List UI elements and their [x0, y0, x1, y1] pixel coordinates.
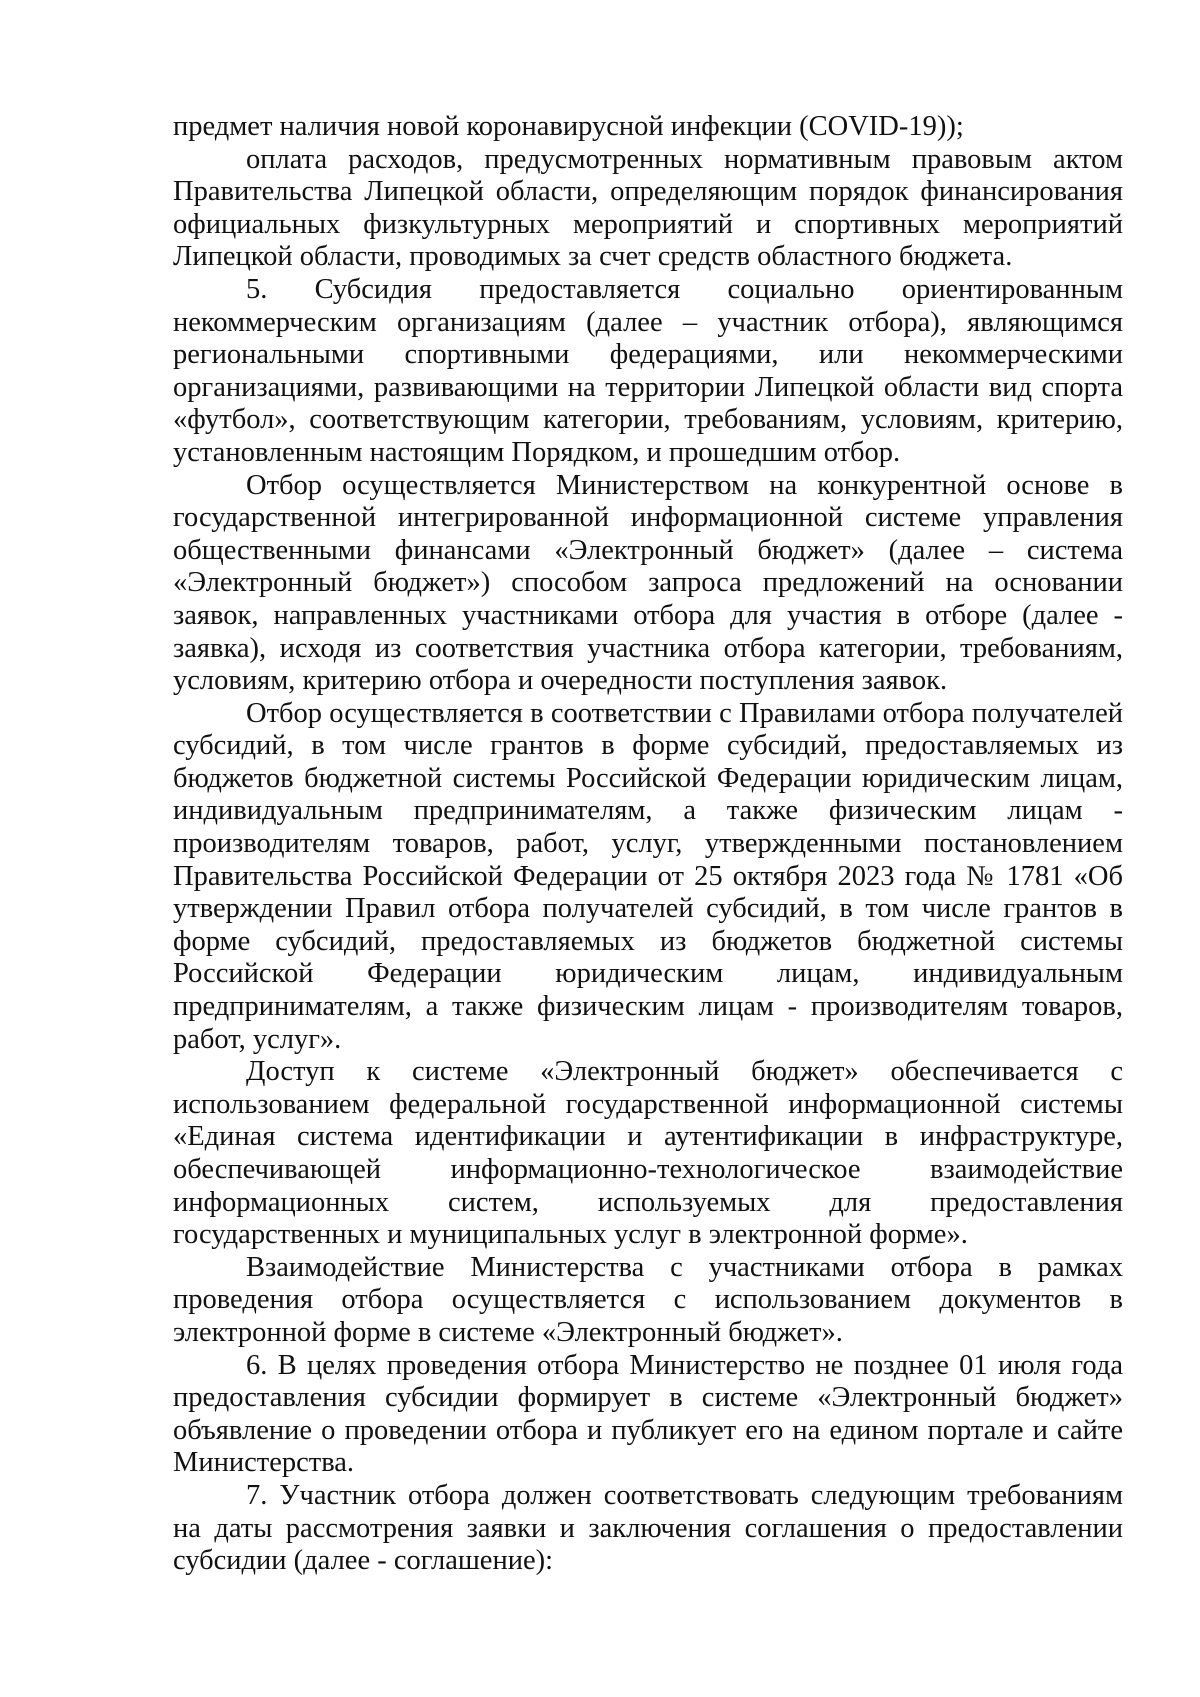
- paragraph-interaction: Взаимодействие Министерства с участниками отбора в рамках проведения отбора осуществляется с использованием документов в электронной форме в системе «Электронный бюджет».: [173, 1251, 1123, 1348]
- document-body: [173, 111, 1123, 1578]
- paragraph-item-7: 7. Участник отбора должен соответствовать следующим требованиям на даты рассмотрения заявки и заключения соглашения о предоставлении субсидии (далее - соглашение):: [173, 1479, 1123, 1577]
- paragraph-continuation: предмет наличия новой коронавирусной инфекции (COVID-19));: [173, 111, 964, 142]
- paragraph-item-6: 6. В целях проведения отбора Министерство не позднее 01 июля года предоставления субсидии формирует в системе «Электронный бюджет» объявление о проведении отбора и публикует его на едином портале и сайте Министерства.: [173, 1349, 1123, 1479]
- paragraph-item-5: 5. Субсидия предоставляется социально ориентированным некоммерческим организациям (далее – участник отбора), являющимся региональными спортивными федерациями, или некоммерческими организациями, развивающими на территории Липецкой области вид спорта «футбол», соответствующим категории, требованиям, условиям, критерию, установленным настоящим Порядком, и прошедшим отбор.: [173, 273, 1123, 468]
- paragraph-expense-payment: оплата расходов, предусмотренных нормативным правовым актом Правительства Липецкой области, определяющим порядок финансирования официальных физкультурных мероприятий и спортивных мероприятий Липецкой области, проводимых за счет средств областного бюджета.: [173, 143, 1123, 273]
- paragraph-selection-rules: Отбор осуществляется в соответствии с Правилами отбора получателей субсидий, в том числе грантов в форме субсидий, предоставляемых из бюджетов бюджетной системы Российской Федерации юридическим лицам, индивидуальным предпринимателям, а также физическим лицам - производителям товаров, работ, услуг, утвержденными постановлением Правительства Российской Федерации от 25 октября 2023 года № 1781 «Об утверждении Правил отбора получателей субсидий, в том числе грантов в форме субсидий, предоставляемых из бюджетов бюджетной системы Российской Федерации юридическим лицам, индивидуальным предпринимателям, а также физическим лицам - производителям товаров, работ, услуг».: [173, 697, 1123, 1055]
- paragraph-selection-procedure: Отбор осуществляется Министерством на конкурентной основе в государственной интегрированной информационной системе управления общественными финансами «Электронный бюджет» (далее – система «Электронный бюджет») способом запроса предложений на основании заявок, направленных участниками отбора для участия в отборе (далее - заявка), исходя из соответствия участника отбора категории, требованиям, условиям, критерию отбора и очередности поступления заявок.: [173, 469, 1123, 697]
- paragraph-system-access: Доступ к системе «Электронный бюджет» обеспечивается с использованием федеральной государственной информационной системы «Единая система идентификации и аутентификации в инфраструктуре, обеспечивающей информационно-технологическое взаимодействие информационных систем, используемых для предоставления государственных и муниципальных услуг в электронной форме».: [173, 1056, 1123, 1251]
